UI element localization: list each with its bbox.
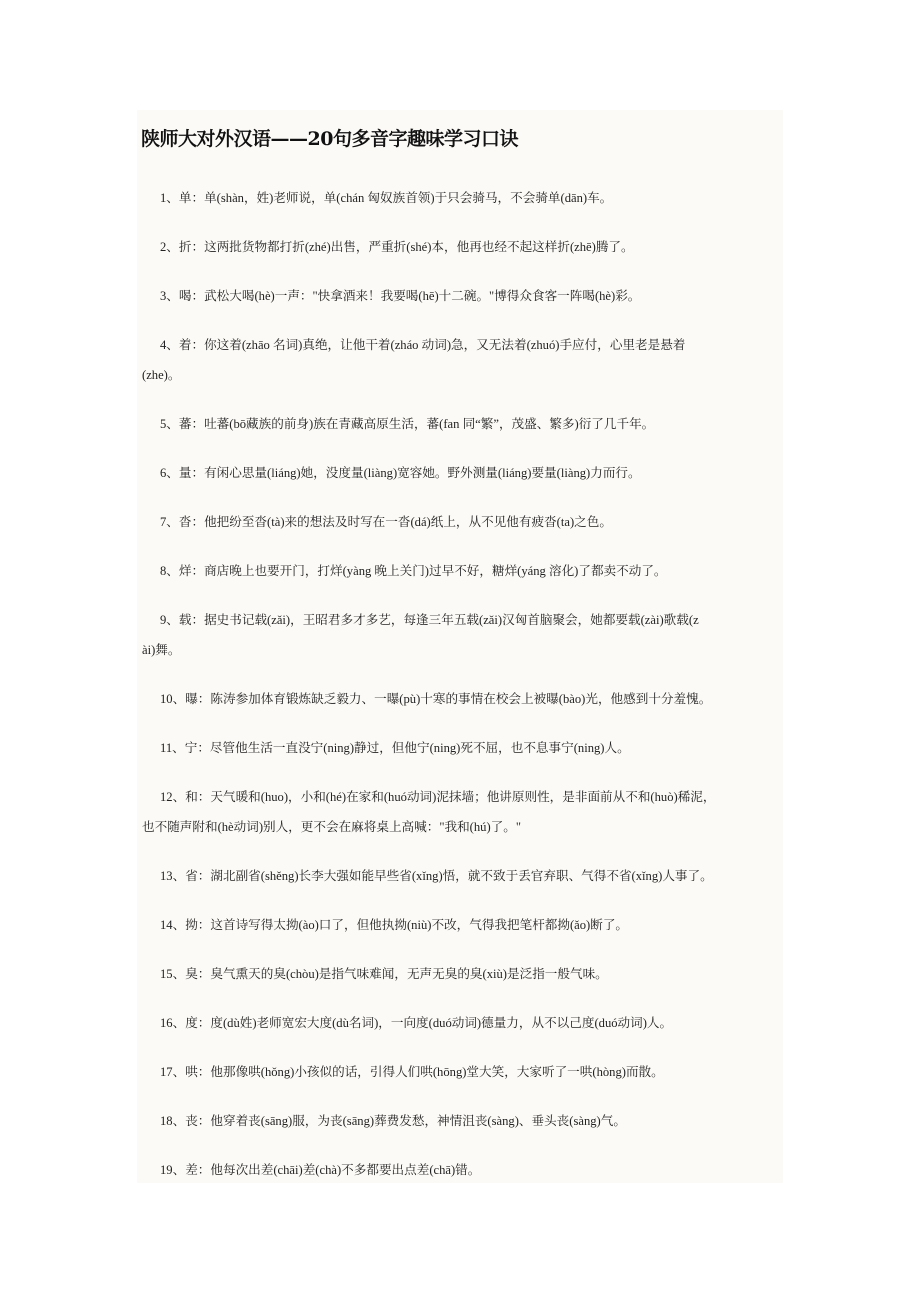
item-line: (zhe)。 xyxy=(142,368,181,382)
list-item xyxy=(142,1109,787,1139)
item-line: 11、宁：尽管他生活一直没宁(ning)静过，但他宁(ning)死不屈，也不息事宁(ning)人。 xyxy=(160,741,630,755)
list-item xyxy=(142,1011,787,1041)
list-item xyxy=(142,186,787,216)
list-item xyxy=(142,913,787,943)
document-title: 陕师大对外汉语——20句多音字趣味学习口诀 xyxy=(141,128,518,150)
item-line: 12、和：天气暖和(huo)，小和(hé)在家和(huó动词)泥抹墙；他讲原则性，是非面前从不和(huò)稀泥， xyxy=(160,790,716,804)
list-item xyxy=(142,333,787,393)
document-page xyxy=(137,110,783,1183)
item-line: 6、量：有闲心思量(liáng)她，没度量(liàng)宽容她。野外测量(liáng)要量(liàng)力而行。 xyxy=(160,466,641,480)
item-line: 19、差：他每次出差(chāi)差(chà)不多都要出点差(chā)错。 xyxy=(160,1163,481,1177)
list-item xyxy=(142,608,787,668)
list-item xyxy=(142,687,787,717)
item-line: 1、单：单(shàn，姓)老师说，单(chán 匈奴族首领)于只会骑马，不会骑单(dān)车。 xyxy=(160,191,613,205)
list-item xyxy=(142,461,787,491)
item-line: ài)舞。 xyxy=(142,643,181,657)
item-line: 9、载：据史书记载(zǎi)，王昭君多才多艺，每逢三年五载(zǎi)汉匈首脑聚会，她都要载(zài)歌载(z xyxy=(160,613,699,627)
list-item xyxy=(142,559,787,589)
list-item xyxy=(142,284,787,314)
item-line: 14、拗：这首诗写得太拗(ào)口了，但他执拗(niù)不改，气得我把笔杆都拗(ǎo)断了。 xyxy=(160,918,629,932)
item-line: 7、沓：他把纷至沓(tà)来的想法及时写在一沓(dá)纸上，从不见他有疲沓(ta)之色。 xyxy=(160,515,612,529)
list-item xyxy=(142,235,787,265)
list-item xyxy=(142,785,787,845)
list-item xyxy=(142,510,787,540)
item-line: 4、着：你这着(zhāo 名词)真绝，让他干着(zháo 动词)急，又无法着(zhuó)手应付，心里老是悬着 xyxy=(160,338,686,352)
item-line: 17、哄：他那像哄(hǒng)小孩似的话，引得人们哄(hōng)堂大笑，大家听了一哄(hòng)而散。 xyxy=(160,1065,664,1079)
item-line: 18、丧：他穿着丧(sāng)服，为丧(sāng)葬费发愁，神情沮丧(sàng)、垂头丧(sàng)气。 xyxy=(160,1114,626,1128)
list-item xyxy=(142,736,787,766)
list-item xyxy=(142,1158,787,1188)
item-line: 8、烊：商店晚上也要开门，打烊(yàng 晚上关门)过早不好，糖烊(yáng 溶化)了都卖不动了。 xyxy=(160,564,667,578)
list-item xyxy=(142,962,787,992)
list-item xyxy=(142,412,787,442)
list-item xyxy=(142,864,787,894)
item-line: 13、省：湖北副省(shěng)长李大强如能早些省(xǐng)悟，就不致于丢官弃职、气得不省(xǐng)人事了。 xyxy=(160,869,713,883)
item-line: 也不随声附和(hè动词)别人，更不会在麻将桌上高喊："我和(hú)了。" xyxy=(142,820,521,834)
item-line: 3、喝：武松大喝(hè)一声："快拿酒来！我要喝(hē)十二碗。"博得众食客一阵喝(hè)彩。 xyxy=(160,289,641,303)
item-line: 5、蕃：吐蕃(bō藏族的前身)族在青藏高原生活，蕃(fan 同“繁”，茂盛、繁多)衍了几千年。 xyxy=(160,417,655,431)
item-line: 10、曝：陈涛参加体育锻炼缺乏毅力、一曝(pù)十寒的事情在校会上被曝(bào)光，他感到十分羞愧。 xyxy=(160,692,712,706)
item-line: 2、折：这两批货物都打折(zhé)出售，严重折(shé)本，他再也经不起这样折(zhē)腾了。 xyxy=(160,240,634,254)
mnemonic-list xyxy=(142,186,787,1207)
item-line: 15、臭：臭气熏天的臭(chòu)是指气味难闻，无声无臭的臭(xiù)是泛指一般气味。 xyxy=(160,967,608,981)
item-line: 16、度：度(dù姓)老师宽宏大度(dù名词)，一向度(duó动词)德量力，从不以己度(duó动词)人。 xyxy=(160,1016,673,1030)
list-item xyxy=(142,1060,787,1090)
